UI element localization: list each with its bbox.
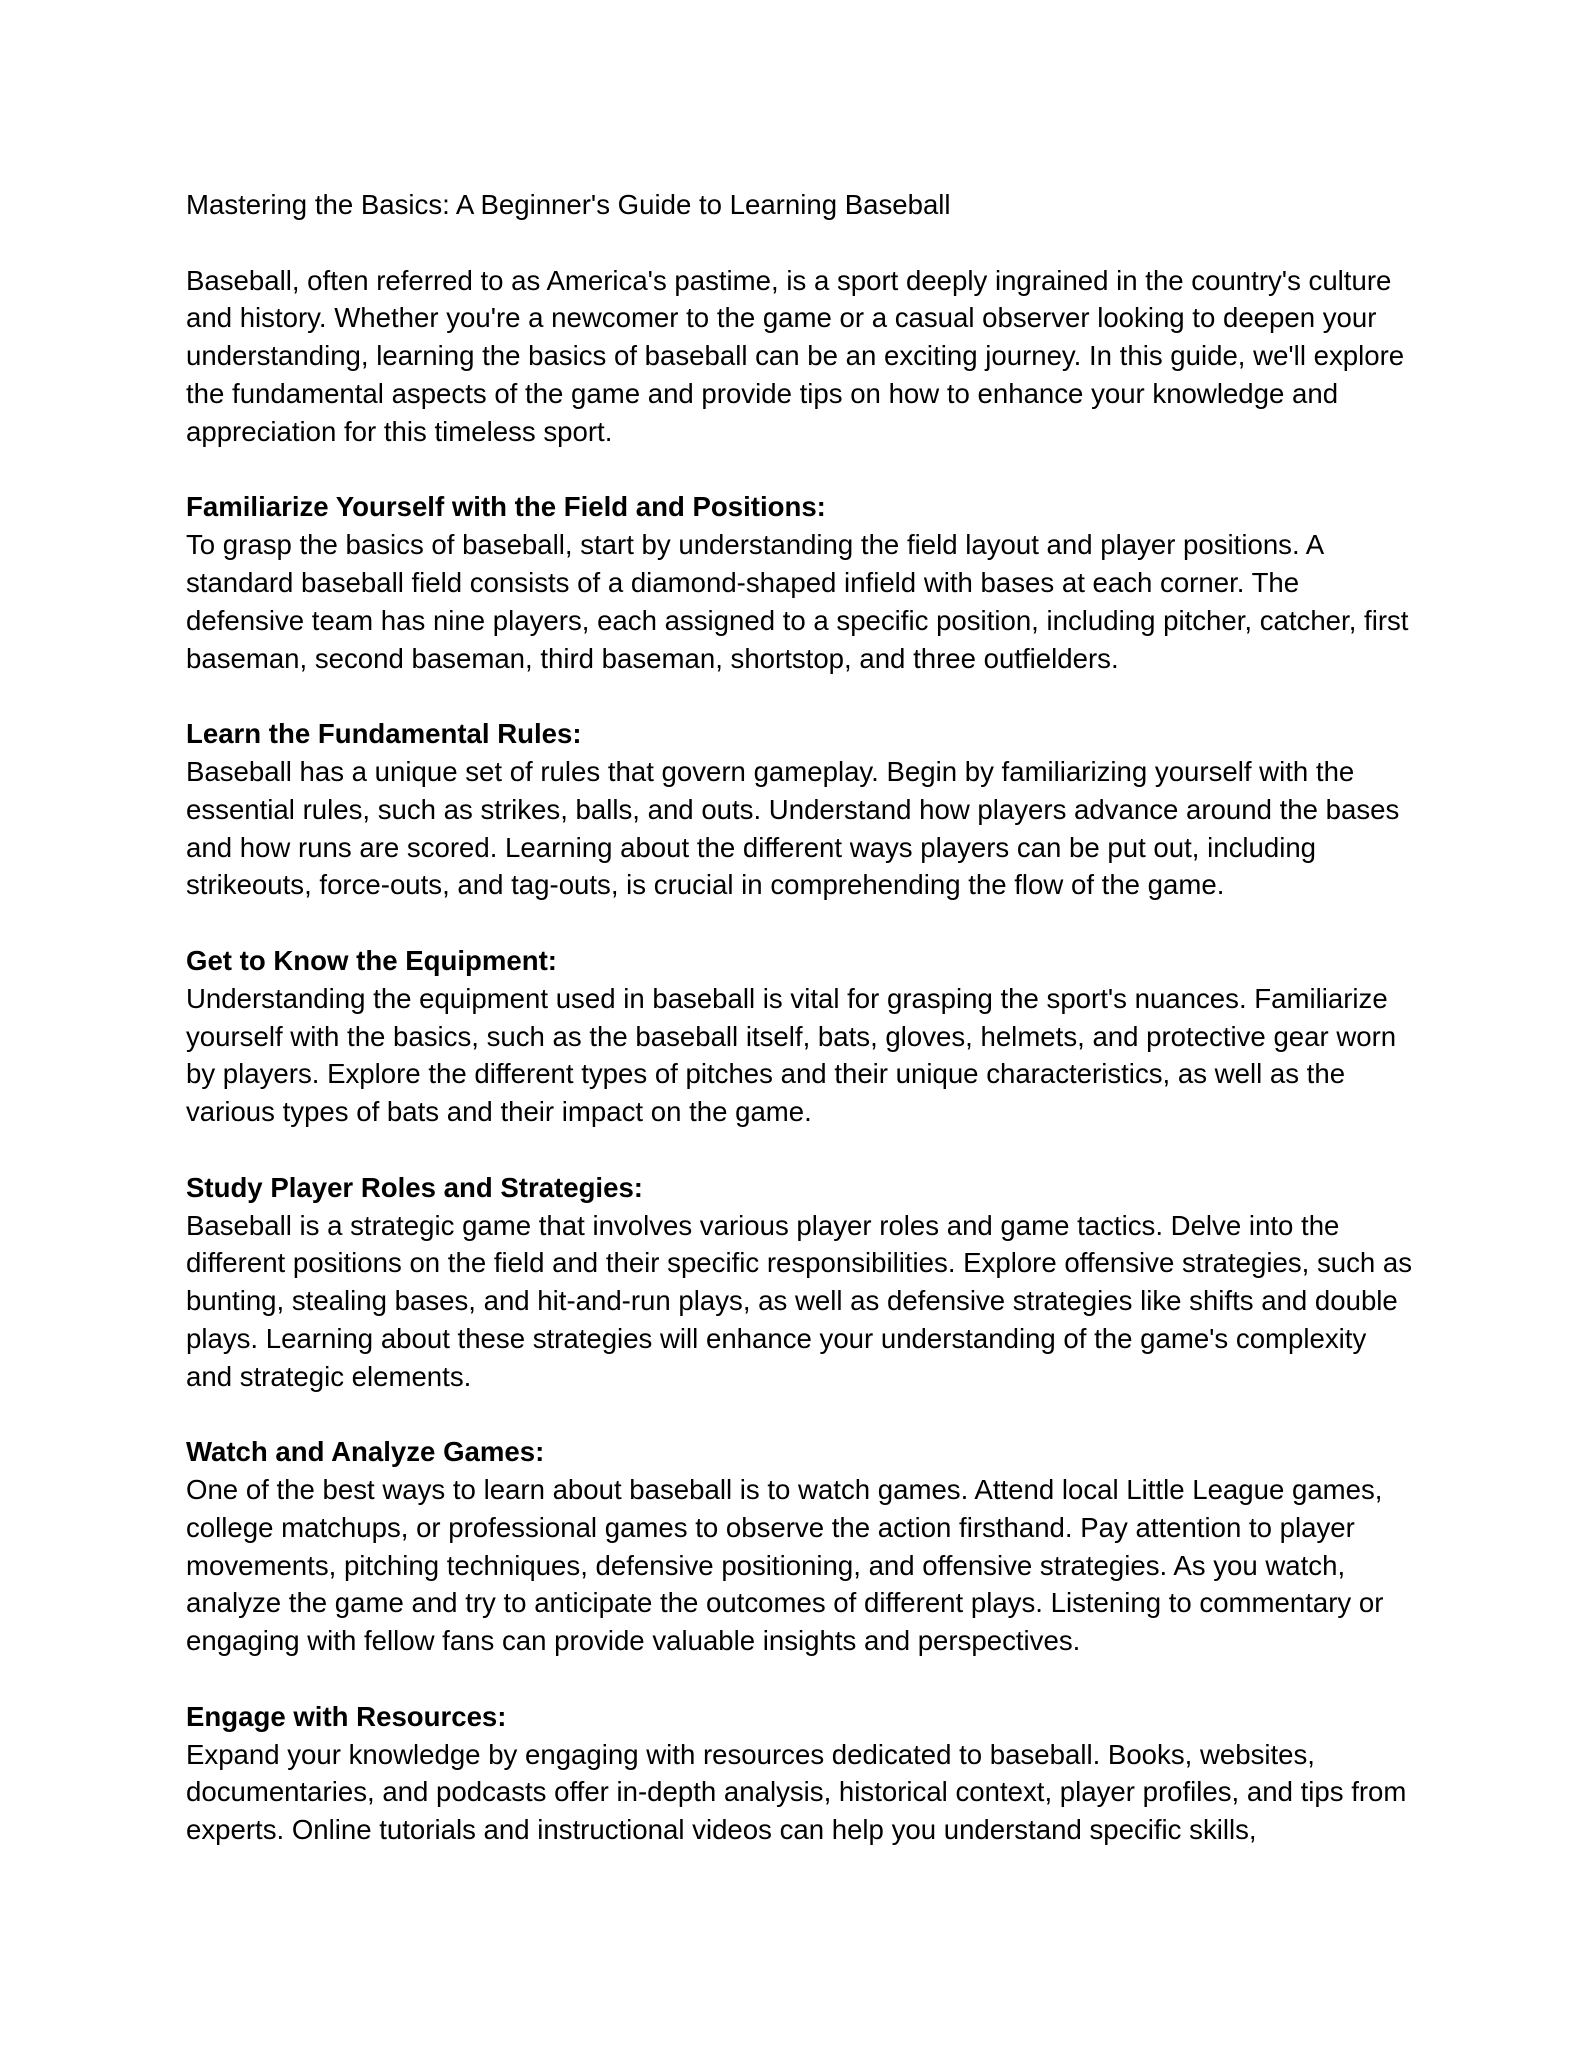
section-player-roles: [186, 1169, 1416, 1396]
section-body: Expand your knowledge by engaging with resources dedicated to baseball. Books, websites, documentaries, and podcasts offer in-depth analysis, historical context, player profiles, and tips from experts. Online tutorials and instructional videos can help you understand specific skills,: [186, 1738, 1407, 1846]
section-equipment: [186, 942, 1416, 1131]
section-heading: Get to Know the Equipment:: [186, 944, 557, 976]
section-heading: Learn the Fundamental Rules:: [186, 718, 582, 750]
section-heading: Familiarize Yourself with the Field and Positions:: [186, 491, 826, 523]
intro-paragraph: Baseball, often referred to as America's pastime, is a sport deeply ingrained in the country's culture and history. Whether you're a newcomer to the game or a casual observer looking to deepen your understanding, learning the basics of baseball can be an exciting journey. In this guide, we'll explore the fundamental aspects of the game and provide tips on how to enhance your knowledge and appreciation for this timeless sport.: [186, 264, 1405, 447]
section-body: Understanding the equipment used in baseball is vital for grasping the sport's nuances. Familiarize yourself with the basics, such as the baseball itself, bats, gloves, helmets, and protective gear worn by players. Explore the different types of pitches and their unique characteristics, as well as the various types of bats and their impact on the game.: [186, 982, 1397, 1128]
section-fundamental-rules: [186, 715, 1416, 904]
document-title: Mastering the Basics: A Beginner's Guide to Learning Baseball: [186, 189, 951, 220]
section-heading: Study Player Roles and Strategies:: [186, 1171, 643, 1203]
section-body: Baseball is a strategic game that involves various player roles and game tactics. Delve into the different positions on the field and their specific responsibilities. Explore offensive strategies, such as bunting, stealing bases, and hit-and-run plays, as well as defensive strategies like shifts and double plays. Learning about these strategies will enhance your understanding of the game's complexity and strategic elements.: [186, 1209, 1413, 1392]
section-heading: Engage with Resources:: [186, 1700, 507, 1732]
section-field-positions: [186, 488, 1416, 677]
document-page: [186, 186, 1416, 1849]
section-body: Baseball has a unique set of rules that govern gameplay. Begin by familiarizing yourself with the essential rules, such as strikes, balls, and outs. Understand how players advance around the bases and how runs are scored. Learning about the different ways players can be put out, including strikeouts, force-outs, and tag-outs, is crucial in comprehending the flow of the game.: [186, 755, 1400, 901]
section-body: To grasp the basics of baseball, start by understanding the field layout and player positions. A standard baseball field consists of a diamond-shaped infield with bases at each corner. The defensive team has nine players, each assigned to a specific position, including pitcher, catcher, first baseman, second baseman, third baseman, shortstop, and three outfielders.: [186, 529, 1409, 674]
section-heading: Watch and Analyze Games:: [186, 1436, 545, 1468]
section-watch-games: [186, 1433, 1416, 1660]
section-resources: [186, 1698, 1416, 1849]
section-body: One of the best ways to learn about baseball is to watch games. Attend local Little League games, college matchups, or professional games to observe the action firsthand. Pay attention to player movements, pitching techniques, defensive positioning, and offensive strategies. As you watch, analyze the game and try to anticipate the outcomes of different plays. Listening to commentary or engaging with fellow fans can provide valuable insights and perspectives.: [186, 1474, 1384, 1657]
